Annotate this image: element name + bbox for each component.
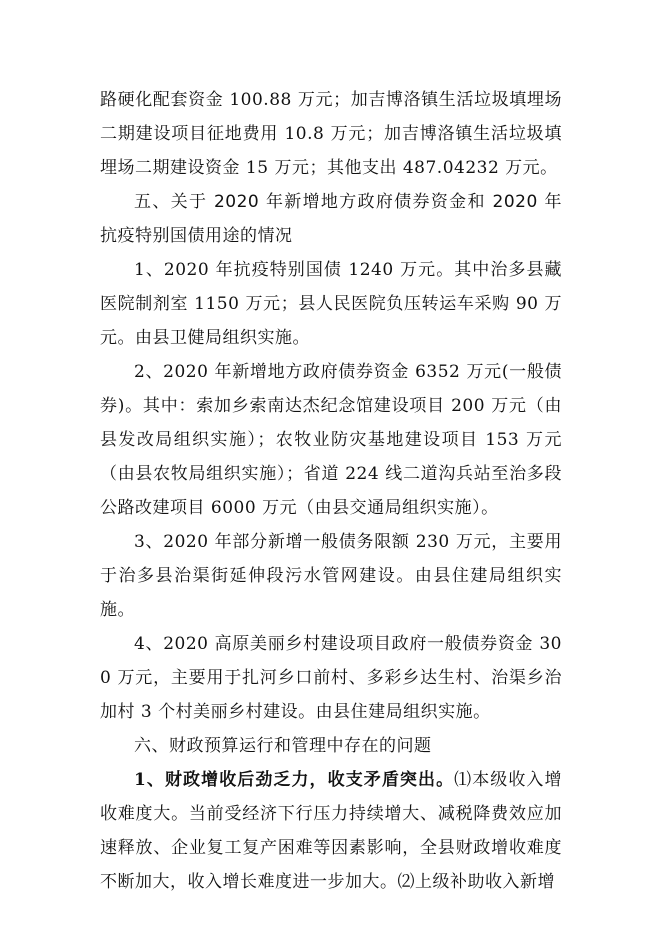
paragraph-item-4-villages: 4、2020 高原美丽乡村建设项目政府一般债券资金 300 万元，主要用于扎河乡口前村、多彩乡达生村、治渠乡治加村 3 个村美丽乡村建设。由县住建局组织实施。 [100, 634, 562, 722]
paragraph-problem-1 [100, 763, 562, 899]
paragraph-item-1-bonds: 1、2020 年抗疫特别国债 1240 万元。其中治多县藏医院制剂室 1150 万元；县人民医院负压转运车采购 90 万元。由县卫健局组织实施。 [100, 260, 562, 348]
section-heading-six: 六、财政预算运行和管理中存在的问题 [134, 736, 432, 756]
document-body [100, 83, 562, 899]
paragraph-road-funds: 路硬化配套资金 100.88 万元；加吉博洛镇生活垃圾填埋场二期建设项目征地费用 10.8 万元；加吉博洛镇生活垃圾填埋场二期建设资金 15 万元；其他支出 487.04232 万元。 [100, 90, 562, 178]
section-heading-five: 五、关于 2020 年新增地方政府债券资金和 2020 年抗疫特别国债用途的情况 [100, 192, 562, 246]
paragraph-item-3-debt: 3、2020 年部分新增一般债务限额 230 万元，主要用于治多县治渠街延伸段污水管网建设。由县住建局组织实施。 [100, 532, 562, 620]
problem-1-lead: 1、财政增收后劲乏力，收支矛盾突出。 [134, 770, 455, 790]
paragraph-item-2-bonds: 2、2020 年新增地方政府债券资金 6352 万元(一般债券)。其中：索加乡索南达杰纪念馆建设项目 200 万元（由县发改局组织实施）；农牧业防灾基地建设项目 153 万元（由县农牧局组织实施）；省道 224 线二道沟兵站至治多段公路改建项目 6000 万元（由县交通局组织实施）。 [100, 362, 562, 518]
problem-1-text: ⑴本级收入增收难度大。当前受经济下行压力持续增大、减税降费效应加速释放、企业复工复产困难等因素影响，全县财政增收难度不断加大，收入增长难度进一步加大。⑵上级补助收入新增 [100, 770, 563, 892]
